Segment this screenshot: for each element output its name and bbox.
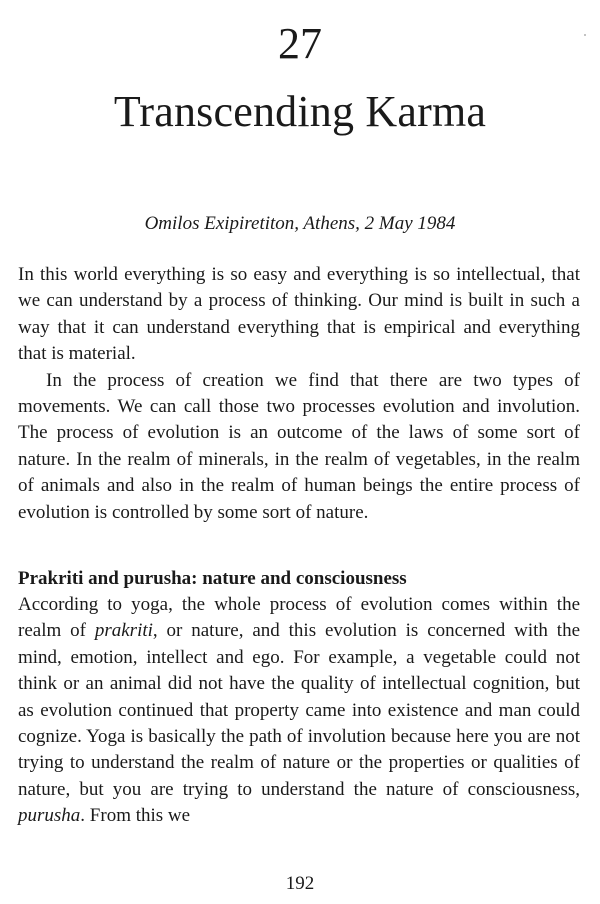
paragraph-2: In the process of creation we find that there are two types of movements. We can call those two processes evolution and involution. The process of evolution is an outcome of the laws of some sort of nature. In the realm of minerals, in the realm of vegetables, in the realm of animals and also in the realm of human beings the entire process of evolution is controlled by some sort of nature.	[18, 369, 580, 523]
intro-text-block	[18, 262, 580, 526]
paragraph-3-part-1: According to yoga, the whole process of evolution comes within the realm of	[18, 594, 580, 642]
section-text-block	[18, 592, 580, 830]
dateline: Omilos Exipiretiton, Athens, 2 May 1984	[144, 213, 456, 234]
paragraph-3-part-3: . From this we	[80, 805, 191, 827]
scan-speck	[584, 34, 586, 36]
page-number: 192	[285, 873, 315, 894]
section-heading: Prakriti and purusha: nature and consciousness	[18, 568, 407, 589]
paragraph-3	[18, 592, 580, 830]
term-purusha: purusha	[18, 805, 81, 827]
chapter-number: 27	[278, 19, 322, 68]
paragraph-1: In this world everything is so easy and everything is so intellectual, that we can understand by a process of thinking. Our mind is built in such a way that it can understand everything that is empirical and everything that is material.	[18, 264, 580, 365]
paragraph-3-part-2: , or nature, and this evolution is concerned with the mind, emotion, intellect and ego. For example, a vegetable could not think or an animal did not have the quality of intellectual cognition, but as evolution continued that property came into existence and man could cognize. Yoga is basically the path of involution because here you are not trying to understand the realm of nature or the properties or qualities of nature, but you are trying to understand the nature of consciousness,	[18, 620, 580, 800]
term-prakriti: prakriti	[94, 620, 153, 642]
chapter-title: Transcending Karma	[113, 87, 487, 136]
